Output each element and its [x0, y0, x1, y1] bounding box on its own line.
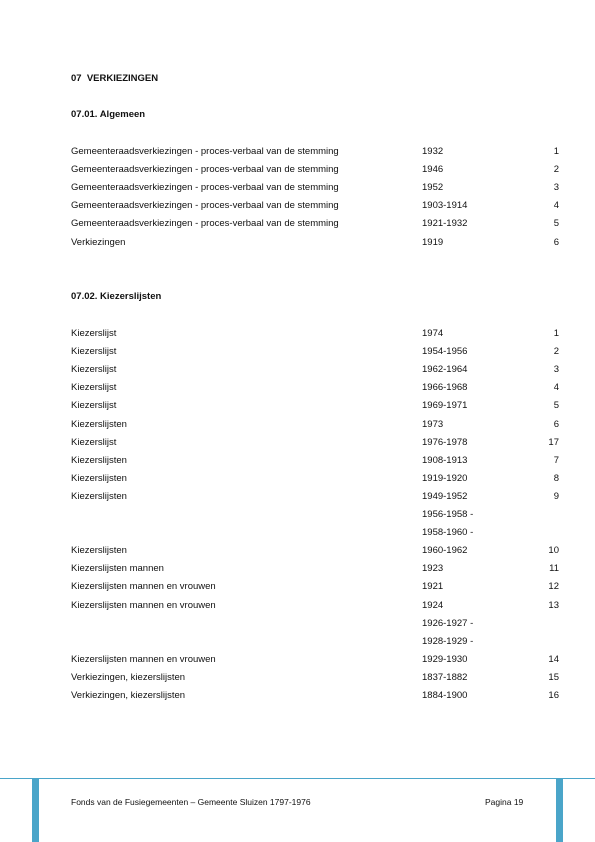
subsection-title-algemeen: 07.01. Algemeen	[71, 109, 146, 120]
item-number: 12	[548, 581, 559, 593]
footer-accent-bar-right	[556, 779, 563, 842]
item-number: 11	[549, 563, 559, 575]
item-number: 5	[553, 400, 559, 412]
list-item	[0, 399, 595, 413]
item-number: 3	[553, 182, 559, 194]
item-year: 1956-1958 -	[422, 509, 474, 520]
list-item	[0, 181, 595, 195]
item-number: 15	[548, 671, 559, 683]
item-year: 1932	[422, 146, 444, 157]
item-year: 1966-1968	[422, 382, 468, 394]
item-number: 7	[553, 454, 559, 466]
item-year: 1919-1920	[422, 472, 468, 484]
item-number: 6	[553, 418, 559, 430]
item-description: Kiezerslijst	[71, 400, 117, 412]
page-number: Pagina 19	[485, 797, 524, 807]
list-item	[0, 345, 595, 359]
item-year: 1976-1978	[422, 436, 468, 448]
list-item	[0, 544, 595, 558]
item-year: 1960-1962	[422, 545, 468, 557]
item-number: 16	[548, 690, 559, 701]
list-item	[0, 381, 595, 395]
item-year: 1954-1956	[422, 346, 468, 358]
item-description: Gemeenteraadsverkiezingen - proces-verbaal van de stemming	[71, 218, 339, 230]
item-description: Kiezerslijsten mannen en vrouwen	[71, 653, 216, 665]
list-item	[0, 145, 595, 159]
list-item	[0, 671, 595, 685]
list-item	[0, 689, 595, 703]
item-year: 1929-1930	[422, 653, 468, 665]
item-description: Kiezerslijsten	[71, 454, 127, 466]
item-number: 2	[553, 164, 559, 176]
item-year: 1919	[422, 236, 444, 248]
item-description: Gemeenteraadsverkiezingen - proces-verbaal van de stemming	[71, 182, 339, 194]
list-item	[0, 508, 595, 522]
item-year: 1962-1964	[422, 364, 468, 376]
item-description: Kiezerslijsten	[71, 545, 127, 557]
item-description: Kiezerslijst	[71, 436, 117, 448]
item-number: 10	[548, 545, 559, 557]
item-year: 1926-1927 -	[422, 617, 474, 629]
item-year: 1946	[422, 164, 444, 176]
list-item	[0, 163, 595, 177]
item-description: Kiezerslijsten	[71, 490, 127, 502]
list-item	[0, 490, 595, 504]
item-number: 4	[553, 200, 559, 212]
list-item	[0, 580, 595, 594]
footer-divider	[0, 778, 595, 779]
list-item	[0, 562, 595, 576]
list-item	[0, 599, 595, 613]
item-description: Kiezerslijsten mannen	[71, 563, 164, 575]
item-year: 1924	[422, 599, 444, 611]
subsection-title-kiezerslijsten: 07.02. Kiezerslijsten	[71, 291, 162, 302]
list-item	[0, 617, 595, 631]
item-year: 1908-1913	[422, 454, 468, 466]
item-description: Kiezerslijst	[71, 346, 117, 358]
item-year: 1952	[422, 182, 444, 194]
item-year: 1884-1900	[422, 690, 468, 701]
item-number: 4	[553, 382, 559, 394]
item-year: 1969-1971	[422, 400, 468, 412]
item-description: Kiezerslijst	[71, 328, 117, 339]
list-item	[0, 199, 595, 213]
list-item	[0, 418, 595, 432]
item-year: 1949-1952	[422, 490, 468, 502]
footer-accent-bar-left	[32, 779, 39, 842]
list-item	[0, 236, 595, 250]
item-year: 1921-1932	[422, 218, 468, 230]
item-description: Kiezerslijsten	[71, 418, 127, 430]
list-item	[0, 526, 595, 540]
item-number: 8	[553, 472, 559, 484]
item-description: Gemeenteraadsverkiezingen - proces-verbaal van de stemming	[71, 164, 339, 176]
item-year: 1837-1882	[422, 671, 468, 683]
item-number: 3	[553, 364, 559, 376]
item-number: 1	[553, 328, 559, 339]
list-item	[0, 327, 595, 341]
item-year: 1958-1960 -	[422, 527, 474, 539]
item-number: 17	[548, 436, 559, 448]
item-number: 1	[553, 146, 559, 157]
item-description: Verkiezingen, kiezerslijsten	[71, 690, 186, 701]
item-year: 1921	[422, 581, 444, 593]
item-description: Kiezerslijst	[71, 382, 117, 394]
item-description: Kiezerslijsten mannen en vrouwen	[71, 581, 216, 593]
item-description: Kiezerslijst	[71, 364, 117, 376]
item-description: Kiezerslijsten mannen en vrouwen	[71, 599, 216, 611]
footer-title: Fonds van de Fusiegemeenten – Gemeente Sluizen 1797-1976	[71, 797, 311, 807]
list-item	[0, 436, 595, 450]
item-number: 14	[548, 653, 559, 665]
item-number: 6	[553, 236, 559, 248]
item-number: 13	[548, 599, 559, 611]
item-year: 1974	[422, 328, 444, 339]
item-year: 1903-1914	[422, 200, 468, 212]
list-item	[0, 454, 595, 468]
item-description: Kiezerslijsten	[71, 472, 127, 484]
item-number: 2	[553, 346, 559, 358]
item-year: 1973	[422, 418, 444, 430]
item-number: 5	[553, 218, 559, 230]
item-year: 1928-1929 -	[422, 635, 474, 647]
item-description: Verkiezingen	[71, 236, 126, 248]
list-item	[0, 653, 595, 667]
section-heading: 07 VERKIEZINGEN	[71, 73, 159, 84]
list-item	[0, 217, 595, 231]
item-year: 1923	[422, 563, 444, 575]
list-item	[0, 363, 595, 377]
list-item	[0, 472, 595, 486]
list-item	[0, 635, 595, 649]
item-description: Gemeenteraadsverkiezingen - proces-verbaal van de stemming	[71, 200, 339, 212]
item-number: 9	[553, 490, 559, 502]
item-description: Verkiezingen, kiezerslijsten	[71, 671, 186, 683]
item-description: Gemeenteraadsverkiezingen - proces-verbaal van de stemming	[71, 146, 339, 157]
